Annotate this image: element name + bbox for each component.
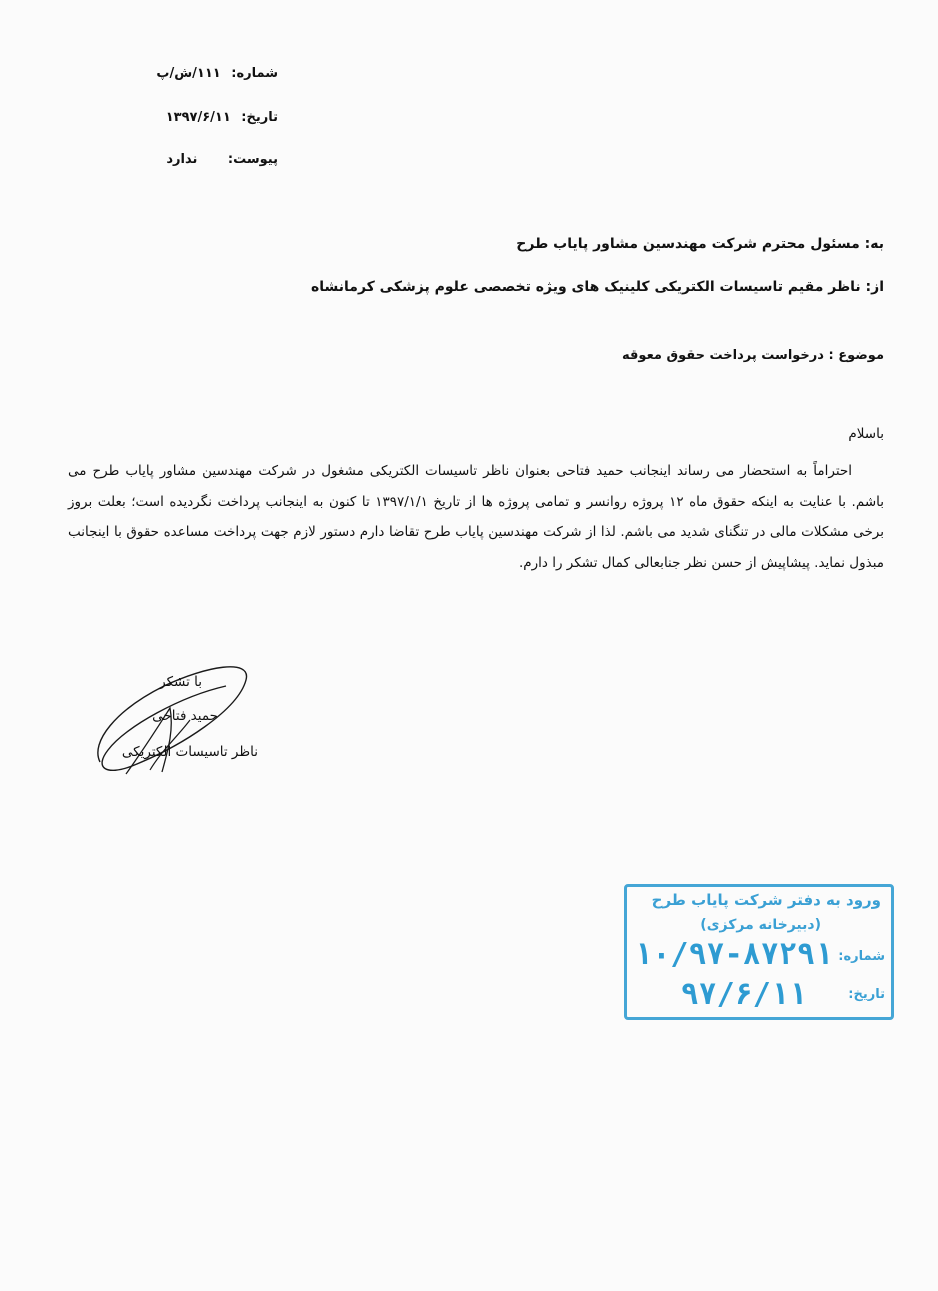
signature-closing: با تشکر	[159, 674, 202, 690]
letter-number	[58, 66, 278, 81]
letter-date	[58, 110, 278, 125]
signature-name: حمید فتاحی	[152, 708, 218, 724]
stamp-date-value: ۹۷/۶/۱۱	[680, 977, 807, 1012]
letter-date-value: ۱۳۹۷/۶/۱۱	[165, 110, 231, 125]
letter-attachment	[58, 152, 278, 167]
letter-attachment-label: پیوست:	[227, 152, 278, 167]
letter-number-value: ۱۱۱/ش/پ	[156, 66, 221, 81]
stamp-date-label: تاریخ:	[848, 987, 885, 1002]
receipt-stamp	[624, 884, 894, 1020]
stamp-number-label: شماره:	[838, 949, 885, 964]
stamp-title: ورود به دفتر شرکت پایاب طرح	[651, 891, 881, 909]
sender-line: از: ناظر مقیم تاسیسات الکتریکی کلینیک های ویژه تخصصی علوم پزشکی کرمانشاه	[311, 279, 884, 295]
stamp-number-value: ۱۰/۹۷-۸۷۲۹۱	[634, 937, 833, 972]
signature-block	[86, 650, 258, 780]
letter-attachment-value: ندارد	[166, 152, 198, 167]
subject-line: موضوع : درخواست پرداخت حقوق معوقه	[622, 348, 884, 363]
body-paragraph: احتراماً به استحضار می رساند اینجانب حمید فتاحی بعنوان ناظر تاسیسات الکتریکی مشغول در شرکت مهندسین مشاور پایاب طرح می باشم. با عنایت به اینکه حقوق ماه ۱۲ پروژه روانسر و تمامی پروژه ها از تاریخ ۱۳۹۷/۱/۱ تا کنون به اینجانب پرداخت نگردیده است؛ بعلت بروز برخی مشکلات مالی در تنگنای شدید می باشم. لذا از شرکت مهندسین پایاب طرح تقاضا دارم دستور لازم جهت پرداخت مساعده حقوق با اینجانب مبذول نماید. پیشاپیش از حسن نظر جنابعالی کمال تشکر را دارم.	[68, 463, 885, 571]
letter-number-label: شماره:	[231, 66, 278, 81]
greeting: باسلام	[848, 426, 884, 442]
signature-title: ناظر تاسیسات الکتریکی	[121, 744, 258, 760]
stamp-subtitle: (دبیرخانه مرکزی)	[700, 917, 821, 933]
recipient-line: به: مسئول محترم شرکت مهندسین مشاور پایاب طرح	[516, 236, 884, 252]
letter-date-label: تاریخ:	[241, 110, 278, 125]
